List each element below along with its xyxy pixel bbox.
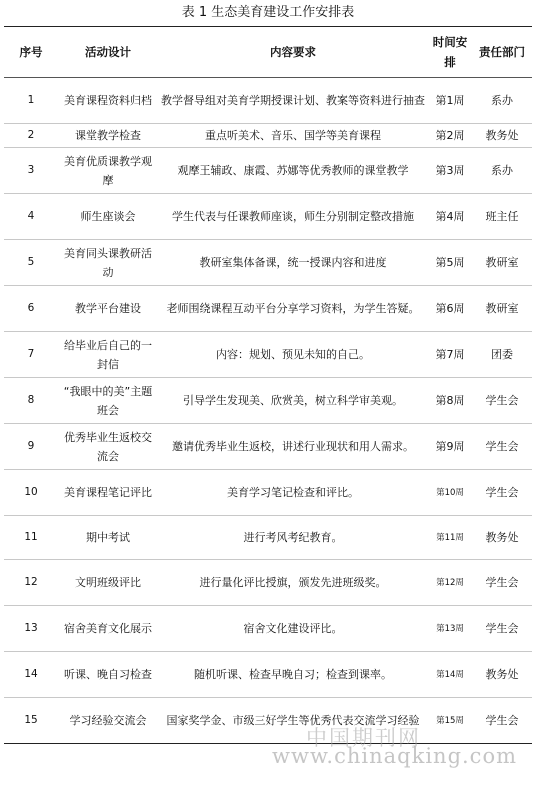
table-row [4,470,532,516]
cell-dept: 学生会 [472,606,532,652]
table-row [4,332,532,378]
cell-content: 邀请优秀毕业生返校，讲述行业现状和用人需求。 [158,424,428,470]
table-row [4,194,532,240]
cell-no: 11 [4,516,58,560]
cell-content: 随机听课、检查早晚自习；检查到课率。 [158,652,428,698]
cell-content: 国家奖学金、市级三好学生等优秀代表交流学习经验 [158,698,428,744]
cell-activity: 优秀毕业生返校交流会 [58,424,158,470]
table-row [4,124,532,148]
cell-activity: 美育优质课教学观摩 [58,148,158,194]
cell-time: 第3周 [428,148,472,194]
cell-activity: 期中考试 [58,516,158,560]
cell-no: 3 [4,148,58,194]
table-row [4,148,532,194]
cell-dept: 团委 [472,332,532,378]
header-content: 内容要求 [158,27,428,78]
table-body [4,78,532,744]
table-row [4,516,532,560]
cell-dept: 教务处 [472,652,532,698]
watermark-cn: 中国期刊网 [306,726,421,750]
cell-dept: 学生会 [472,378,532,424]
cell-time: 第1周 [428,78,472,124]
cell-time: 第11周 [428,516,472,560]
cell-dept: 学生会 [472,424,532,470]
cell-no: 9 [4,424,58,470]
cell-dept: 系办 [472,148,532,194]
cell-content: 进行量化评比授旗，颁发先进班级奖。 [158,560,428,606]
cell-time: 第15周 [428,698,472,744]
cell-no: 1 [4,78,58,124]
cell-activity: “我眼中的美”主题班会 [58,378,158,424]
watermark-url: www.chinaqking.com [272,744,518,768]
cell-time: 第6周 [428,286,472,332]
header-dept: 责任部门 [472,27,532,78]
cell-dept: 学生会 [472,698,532,744]
cell-dept: 系办 [472,78,532,124]
cell-no: 12 [4,560,58,606]
cell-time: 第12周 [428,560,472,606]
cell-time: 第2周 [428,124,472,148]
header-time: 时间安排 [428,27,472,78]
cell-dept: 学生会 [472,470,532,516]
cell-content: 重点听美术、音乐、国学等美育课程 [158,124,428,148]
cell-dept: 班主任 [472,194,532,240]
table-row [4,240,532,286]
cell-no: 10 [4,470,58,516]
cell-no: 4 [4,194,58,240]
cell-activity: 美育同头课教研活动 [58,240,158,286]
cell-activity: 听课、晚自习检查 [58,652,158,698]
schedule-table [4,26,532,744]
cell-dept: 教务处 [472,124,532,148]
table-row [4,606,532,652]
cell-activity: 课堂教学检查 [58,124,158,148]
cell-dept: 教研室 [472,240,532,286]
cell-no: 14 [4,652,58,698]
cell-content: 宿舍文化建设评比。 [158,606,428,652]
cell-time: 第5周 [428,240,472,286]
cell-content: 教研室集体备课，统一授课内容和进度 [158,240,428,286]
cell-activity: 师生座谈会 [58,194,158,240]
cell-activity: 给毕业后自己的一封信 [58,332,158,378]
cell-time: 第9周 [428,424,472,470]
cell-content: 教学督导组对美育学期授课计划、教案等资料进行抽查 [158,78,428,124]
table-row [4,560,532,606]
cell-content: 美育学习笔记检查和评比。 [158,470,428,516]
table-row [4,286,532,332]
cell-content: 老师围绕课程互动平台分享学习资料，为学生答疑。 [158,286,428,332]
cell-content: 进行考风考纪教育。 [158,516,428,560]
header-activity: 活动设计 [58,27,158,78]
cell-content: 学生代表与任课教师座谈，师生分别制定整改措施 [158,194,428,240]
cell-dept: 教研室 [472,286,532,332]
cell-activity: 宿舍美育文化展示 [58,606,158,652]
cell-activity: 学习经验交流会 [58,698,158,744]
cell-no: 15 [4,698,58,744]
table-title: 表 1 生态美育建设工作安排表 [181,5,355,20]
cell-no: 13 [4,606,58,652]
table-row [4,652,532,698]
table-row [4,378,532,424]
table-row [4,424,532,470]
table-row [4,78,532,124]
cell-activity: 美育课程笔记评比 [58,470,158,516]
cell-content: 引导学生发现美、欣赏美，树立科学审美观。 [158,378,428,424]
cell-activity: 文明班级评比 [58,560,158,606]
cell-time: 第14周 [428,652,472,698]
cell-activity: 教学平台建设 [58,286,158,332]
cell-dept: 学生会 [472,560,532,606]
cell-time: 第4周 [428,194,472,240]
cell-no: 8 [4,378,58,424]
cell-dept: 教务处 [472,516,532,560]
cell-time: 第7周 [428,332,472,378]
cell-no: 6 [4,286,58,332]
cell-content: 内容：规划、预见未知的自己。 [158,332,428,378]
cell-no: 7 [4,332,58,378]
table-header [4,27,532,78]
cell-time: 第13周 [428,606,472,652]
table-row [4,698,532,744]
cell-time: 第8周 [428,378,472,424]
cell-content: 观摩王辅政、康霞、苏娜等优秀教师的课堂教学 [158,148,428,194]
cell-activity: 美育课程资料归档 [58,78,158,124]
header-no: 序号 [4,27,58,78]
cell-no: 2 [4,124,58,148]
cell-time: 第10周 [428,470,472,516]
cell-no: 5 [4,240,58,286]
